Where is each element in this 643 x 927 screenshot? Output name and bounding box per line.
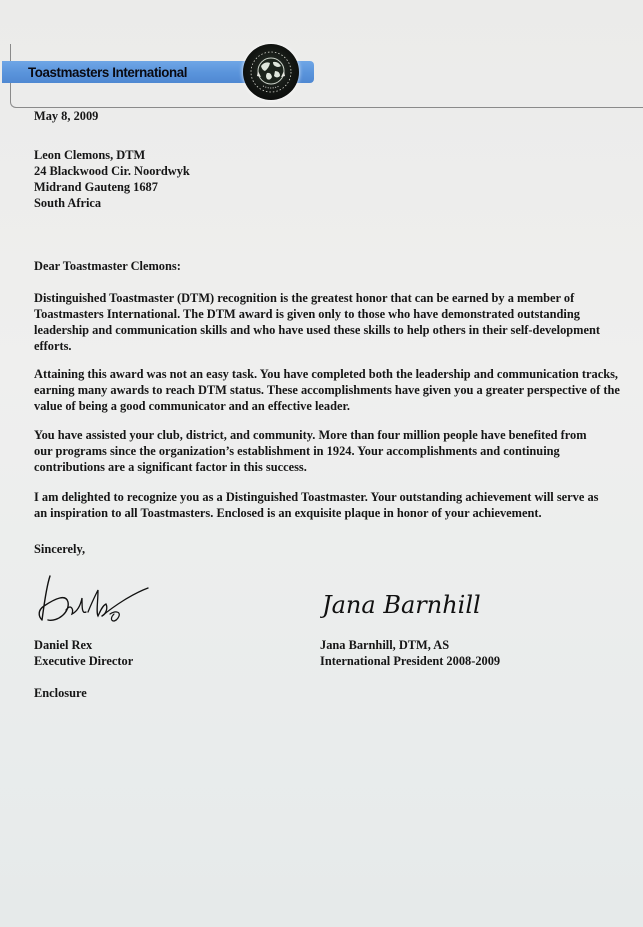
paragraph-line: contributions are a significant factor in this success. <box>34 460 307 474</box>
letter-date: May 8, 2009 <box>34 109 99 123</box>
paragraph-line: Toastmasters International. The DTM award is given only to those who have demonstrated outstanding <box>34 307 580 321</box>
paragraph-line: leadership and communication skills and who have used these skills to help others in their self-development <box>34 323 601 337</box>
svg-text:Jana Barnhill: Jana Barnhill <box>322 591 481 619</box>
signatory-title: Executive Director <box>34 654 134 668</box>
recipient-address-line1: 24 Blackwood Cir. Noordwyk <box>34 164 190 178</box>
recipient-address <box>34 147 190 211</box>
paragraph-line: efforts. <box>34 339 72 353</box>
paragraph-line: Distinguished Toastmaster (DTM) recognition is the greatest honor that can be earned by a member of <box>34 291 575 305</box>
body-paragraph-3 <box>34 427 587 475</box>
signatory-title: International President 2008-2009 <box>320 654 501 668</box>
paragraph-line: I am delighted to recognize you as a Distinguished Toastmaster. Your outstanding achievement will serve as <box>34 490 599 504</box>
enclosure-note: Enclosure <box>34 686 87 700</box>
signature-daniel-rex-icon <box>36 568 156 633</box>
paragraph-line: an inspiration to all Toastmasters. Enclosed is an exquisite plaque in honor of your achievement. <box>34 506 542 520</box>
paragraph-line: earning many awards to reach DTM status. These accomplishments have given you a greater perspective of the <box>34 383 620 397</box>
body-paragraph-2 <box>34 366 620 414</box>
paragraph-line: You have assisted your club, district, and community. More than four million people have benefited from <box>34 428 587 442</box>
signatory-name: Jana Barnhill, DTM, AS <box>320 638 450 652</box>
paragraph-line: Attaining this award was not an easy task. You have completed both the leadership and communication tracks, <box>34 367 619 381</box>
signatory-jana-barnhill <box>320 637 500 669</box>
toastmasters-globe-emblem-icon <box>243 44 299 100</box>
recipient-address-line2: Midrand Gauteng 1687 <box>34 180 158 194</box>
body-paragraph-1 <box>34 290 600 354</box>
recipient-name: Leon Clemons, DTM <box>34 148 146 162</box>
signatory-name: Daniel Rex <box>34 638 93 652</box>
paragraph-line: value of being a good communicator and an effective leader. <box>34 399 350 413</box>
signatory-daniel-rex <box>34 637 133 669</box>
salutation: Dear Toastmaster Clemons: <box>34 259 181 273</box>
signature-jana-barnhill-icon <box>320 585 540 630</box>
body-paragraph-4 <box>34 489 598 521</box>
paragraph-line: our programs since the organization’s establishment in 1924. Your accomplishments and continuing <box>34 444 560 458</box>
organization-name: Toastmasters International <box>28 64 188 80</box>
recipient-country: South Africa <box>34 196 102 210</box>
closing: Sincerely, <box>34 542 86 556</box>
